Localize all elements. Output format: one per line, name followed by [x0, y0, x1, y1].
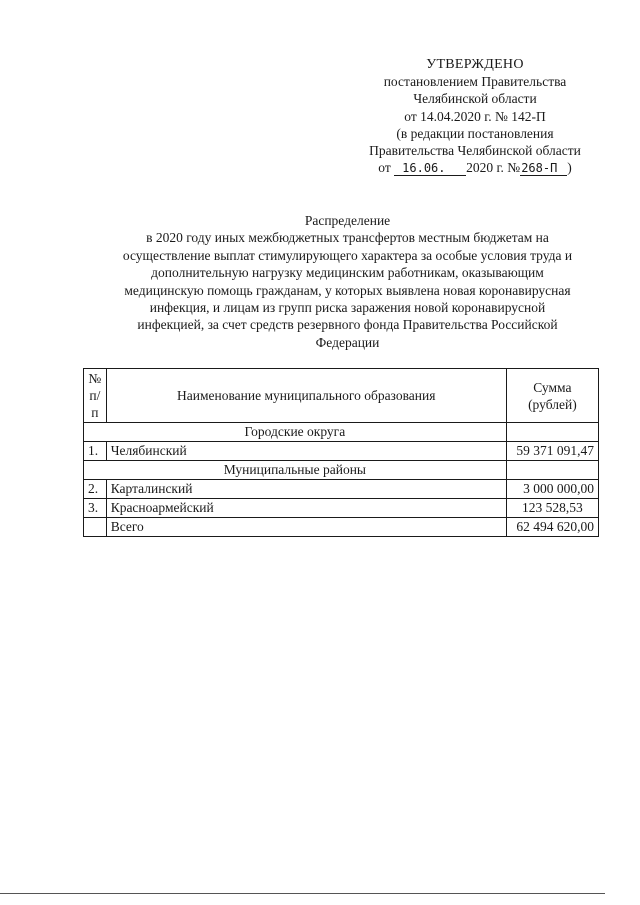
approval-line-5: Правительства Челябинской области [369, 143, 581, 159]
title-line: Федерации [315, 334, 380, 350]
approval-line-3: от 14.04.2020 г. № 142-П [404, 108, 546, 124]
title-heading: Распределение [304, 213, 391, 228]
amendment-date: 16.06. [394, 161, 466, 176]
table-row [84, 480, 599, 499]
row-number: 1. [84, 442, 107, 461]
total-label: Всего [106, 518, 506, 537]
title-line: в 2020 году иных межбюджетных трансфертов местным бюджетам на [146, 230, 549, 246]
amendment-close: ) [567, 160, 572, 176]
header-sum-line-1: Сумма [533, 379, 572, 395]
group-sum-empty [506, 423, 598, 442]
header-number-line-1: № [88, 371, 102, 386]
approval-line-2: Челябинской области [413, 91, 537, 107]
approval-line-4: (в редакции постановления [396, 125, 554, 141]
title-line: инфекция, и лицам из групп риска заражения новой коронавирусной [149, 300, 546, 316]
table-row [84, 499, 599, 518]
header-name: Наименование муниципального образования [106, 369, 506, 423]
amendment-year: 2020 г. № [466, 160, 521, 176]
total-row [84, 518, 599, 537]
total-sum: 62 494 620,00 [506, 518, 598, 537]
row-sum: 59 371 091,47 [506, 442, 598, 461]
row-sum: 3 000 000,00 [506, 480, 598, 499]
header-number-line-2: п/п [89, 388, 101, 420]
title-line: дополнительную нагрузку медицинским работникам, оказывающим [151, 265, 544, 281]
row-number: 2. [84, 480, 107, 499]
table-header-row [84, 369, 599, 423]
row-number: 3. [84, 499, 107, 518]
amendment-number: 268-П [520, 161, 567, 176]
group-label: Городские округа [84, 423, 507, 442]
allocation-table [83, 368, 599, 537]
title-line: медицинскую помощь гражданам, у которых выявлена новая коронавирусная [124, 282, 571, 298]
row-name: Челябинский [106, 442, 506, 461]
document-title [80, 212, 615, 351]
total-number [84, 518, 107, 537]
approval-heading: УТВЕРЖДЕНО [426, 57, 524, 72]
row-name: Красноармейский [106, 499, 506, 518]
group-label: Муниципальные районы [84, 461, 507, 480]
header-sum [506, 369, 598, 423]
title-line: осуществление выплат стимулирующего характера за особые условия труда и [122, 247, 573, 263]
approval-line-1: постановлением Правительства [383, 74, 567, 90]
title-line: инфекцией, за счет средств резервного фонда Правительства Российской [137, 317, 558, 333]
header-sum-line-2: (рублей) [528, 396, 577, 412]
group-sum-empty [506, 461, 598, 480]
approval-block [355, 56, 595, 176]
amendment-from: от [378, 160, 391, 176]
table-row [84, 442, 599, 461]
row-sum: 123 528,53 [506, 499, 598, 518]
amendment-line [355, 159, 595, 176]
page-bottom-rule [0, 893, 605, 894]
group-row-city-districts [84, 423, 599, 442]
header-number [84, 369, 107, 423]
row-name: Карталинский [106, 480, 506, 499]
group-row-municipal-districts [84, 461, 599, 480]
